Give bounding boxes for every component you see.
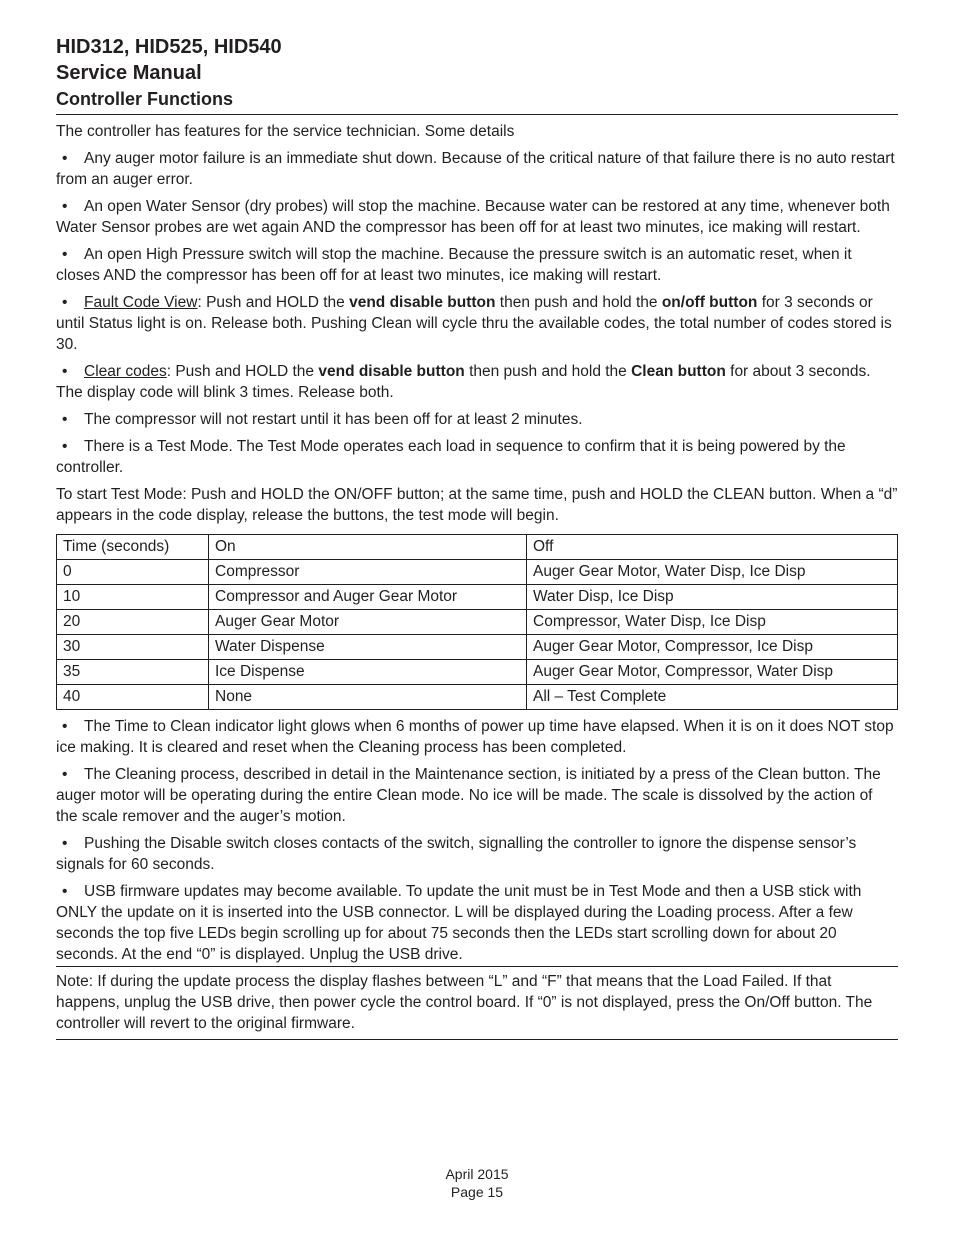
vend-disable-button-ref: vend disable button	[318, 363, 465, 380]
table-row	[57, 685, 898, 710]
table-cell: Compressor	[209, 560, 527, 585]
table-row	[57, 610, 898, 635]
bullet-marker: •	[62, 835, 68, 852]
bullet-high-pressure	[56, 244, 898, 286]
clear-codes-text: then push and hold the	[464, 363, 632, 380]
bullet-marker: •	[62, 438, 68, 455]
bullet-water-sensor	[56, 196, 898, 238]
bullet-marker: •	[62, 718, 68, 735]
footer-date: April 2015	[445, 1166, 509, 1182]
clear-codes-text: : Push and HOLD the	[166, 363, 319, 380]
bullet-cleaning-process	[56, 764, 898, 827]
table-cell: Water Dispense	[209, 635, 527, 660]
table-header-cell: On	[209, 535, 527, 560]
page-footer	[0, 1165, 954, 1201]
bullet-time-to-clean	[56, 716, 898, 758]
fault-code-text: then push and hold the	[495, 294, 662, 311]
manual-model-title: HID312, HID525, HID540	[56, 36, 282, 58]
test-mode-instructions: To start Test Mode: Push and HOLD the ON/OFF button; at the same time, push and HOLD the CLEAN button. When a “d” appears in the code display, release the buttons, the test mode will begin.	[56, 486, 898, 524]
table-cell: 10	[57, 585, 209, 610]
test-mode-table	[56, 534, 898, 710]
bullet-auger-failure	[56, 148, 898, 190]
bullet-text: The compressor will not restart until it has been off for at least 2 minutes.	[84, 411, 583, 428]
header-divider	[56, 114, 898, 115]
bullet-marker: •	[62, 766, 68, 783]
table-row	[57, 660, 898, 685]
clear-codes-text: for about 3 seconds. The display code will blink 3 times. Release both.	[56, 363, 871, 401]
table-row	[57, 560, 898, 585]
bullet-text: The Cleaning process, described in detail in the Maintenance section, is initiated by a press of the Clean button. The auger motor will be operating during the entire Clean mode. No ice will be made. The scale is dissolved by the action of the scale remover and the auger’s motion.	[56, 766, 881, 825]
fault-code-text: : Push and HOLD the	[197, 294, 350, 311]
document-page	[56, 34, 898, 1040]
table-cell: Auger Gear Motor, Water Disp, Ice Disp	[527, 560, 898, 585]
bullet-text: The Time to Clean indicator light glows when 6 months of power up time have elapsed. When it is on it does NOT stop ice making. It is cleared and reset when the Cleaning process has been completed.	[56, 718, 894, 756]
bullet-text: An open Water Sensor (dry probes) will stop the machine. Because water can be restored at any time, whenever both Water Sensor probes are wet again AND the compressor has been off for at least two minutes, ice making will restart.	[56, 198, 890, 236]
clear-codes-label: Clear codes	[84, 363, 167, 380]
bullet-test-mode	[56, 436, 898, 478]
table-cell: Auger Gear Motor, Compressor, Ice Disp	[527, 635, 898, 660]
section-subtitle: Controller Functions	[56, 89, 233, 109]
table-cell: Auger Gear Motor, Compressor, Water Disp	[527, 660, 898, 685]
fault-code-text: for 3 seconds or until Status light is on. Release both. Pushing Clean will cycle thru the available codes, the total number of codes stored is 30.	[56, 294, 892, 353]
bullet-text: Pushing the Disable switch closes contacts of the switch, signalling the controller to ignore the dispense sensor’s signals for 60 seconds.	[56, 835, 857, 873]
page-number: Page 15	[450, 1184, 504, 1200]
table-cell: Water Disp, Ice Disp	[527, 585, 898, 610]
table-cell: Compressor and Auger Gear Motor	[209, 585, 527, 610]
table-header-row	[57, 535, 898, 560]
table-row	[57, 585, 898, 610]
table-header-cell: Time (seconds)	[57, 535, 209, 560]
table-row	[57, 635, 898, 660]
vend-disable-button-ref: vend disable button	[349, 294, 496, 311]
bullet-marker: •	[62, 363, 68, 380]
bullet-marker: •	[62, 883, 68, 900]
bullet-marker: •	[62, 411, 68, 428]
bullet-compressor-restart	[56, 409, 898, 430]
table-cell: 40	[57, 685, 209, 710]
manual-type-title: Service Manual	[56, 62, 202, 84]
table-cell: None	[209, 685, 527, 710]
clean-button-ref: Clean button	[631, 363, 726, 380]
table-cell: Auger Gear Motor	[209, 610, 527, 635]
table-cell: Ice Dispense	[209, 660, 527, 685]
bullet-marker: •	[62, 246, 68, 263]
bullet-marker: •	[62, 150, 68, 167]
table-cell: 35	[57, 660, 209, 685]
table-cell: 20	[57, 610, 209, 635]
bullet-text: An open High Pressure switch will stop the machine. Because the pressure switch is an automatic reset, when it closes AND the compressor has been off for at least two minutes, ice making will restart.	[56, 246, 852, 284]
firmware-note: Note: If during the update process the display flashes between “L” and “F” that means that the Load Failed. If that happens, unplug the USB drive, then power cycle the control board. If “0” is not displayed, press the On/Off button. The controller will revert to the original firmware.	[56, 966, 898, 1040]
bullet-disable-switch	[56, 833, 898, 875]
intro-paragraph: The controller has features for the service technician. Some details	[56, 123, 515, 140]
on-off-button-ref: on/off button	[661, 294, 758, 311]
table-header-cell: Off	[527, 535, 898, 560]
bullet-clear-codes	[56, 361, 898, 403]
fault-code-label: Fault Code View	[84, 294, 198, 311]
bullet-text: USB firmware updates may become available. To update the unit must be in Test Mode and then a USB stick with ONLY the update on it is inserted into the USB connector. L will be displayed during the Loading process. After a few seconds the top five LEDs begin scrolling up for about 75 seconds then the LEDs start scrolling down for about 20 seconds. At the end “0” is displayed. Unplug the USB drive.	[56, 883, 862, 963]
bullet-marker: •	[62, 198, 68, 215]
table-cell: 30	[57, 635, 209, 660]
bullet-text: Any auger motor failure is an immediate shut down. Because of the critical nature of that failure there is no auto restart from an auger error.	[56, 150, 895, 188]
bullet-text: There is a Test Mode. The Test Mode operates each load in sequence to confirm that it is being powered by the controller.	[56, 438, 846, 476]
table-cell: All – Test Complete	[527, 685, 898, 710]
bullet-marker: •	[62, 294, 68, 311]
bullet-usb-firmware	[56, 881, 898, 965]
bullet-fault-code-view	[56, 292, 898, 355]
table-cell: Compressor, Water Disp, Ice Disp	[527, 610, 898, 635]
table-cell: 0	[57, 560, 209, 585]
